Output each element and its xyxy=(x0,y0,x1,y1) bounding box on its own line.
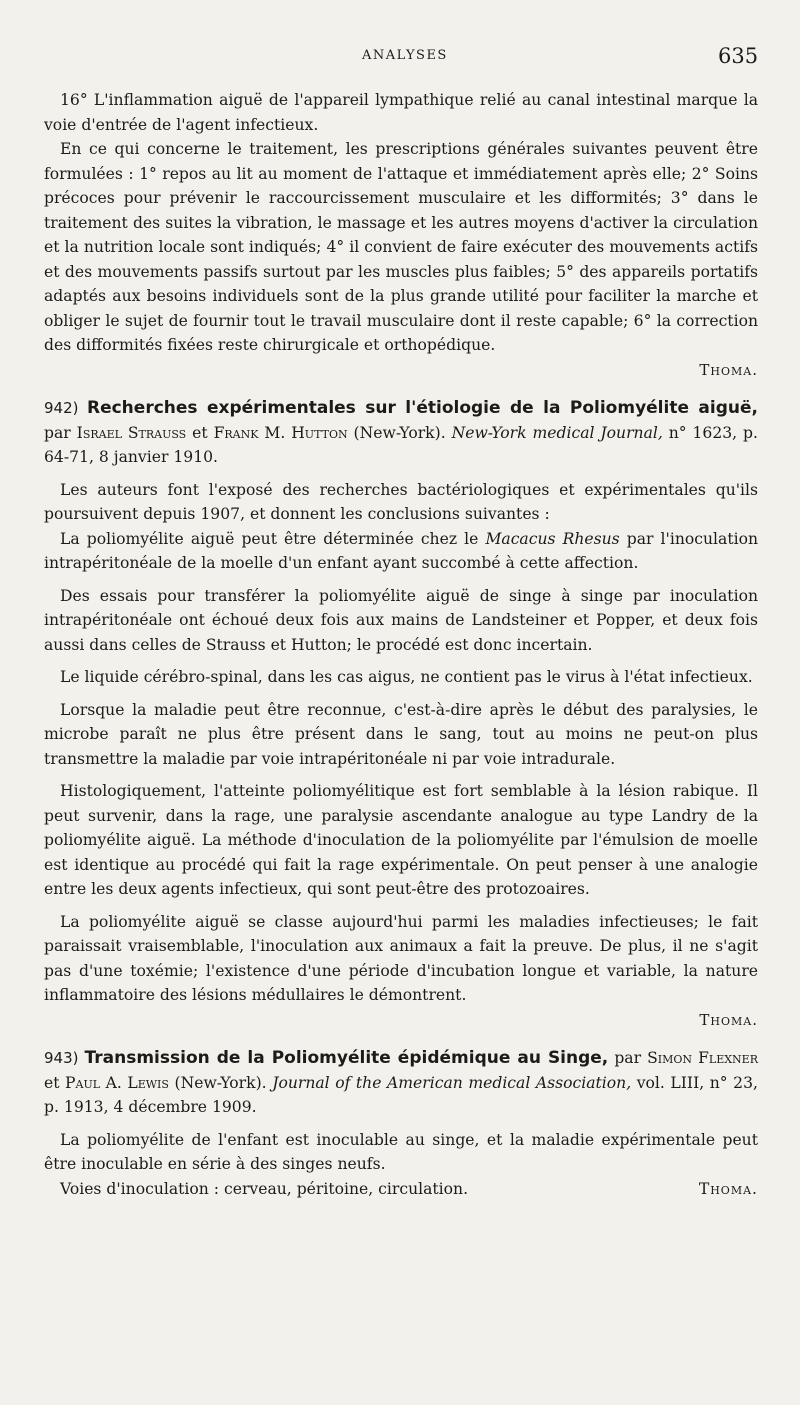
entry-942-paragraph: Les auteurs font l'exposé des recherches bactériologiques et expérimentales qu'ils poursuivent depuis 1907, et donnent les conclusions suivantes : xyxy=(44,480,758,523)
entry-942-number: 942) xyxy=(44,399,79,417)
entry-943-par: par xyxy=(614,1049,642,1067)
entry-942-author-2: Frank M. Hutton xyxy=(213,423,348,442)
entry-942-paragraph: Lorsque la maladie peut être reconnue, c'est-à-dire après le début des paralysies, le microbe paraît ne plus être présent dans le sang, tout au moins ne peut-on plus transmettre la maladie par voie intrapéritonéale ni par voie intradurale. xyxy=(44,700,758,768)
entry-942-paragraph xyxy=(44,527,758,576)
entry-942-paragraph: La poliomyélite aiguë se classe aujourd'hui parmi les maladies infectieuses; le fait paraissait vraisemblable, l'inoculation aux animaux a fait la preuve. De plus, il ne s'agit pas d'une toxémie; l'existence d'une période d'incubation longue et variable, la nature inflammatoire des lésions médullaires le démontrent. xyxy=(44,912,758,1004)
entry-942-paragraph: Histologiquement, l'atteinte poliomyélitique est fort semblable à la lésion rabique. Il peut survenir, dans la rage, une paralysie ascendante analogue au type Landry de la poliomyélite aiguë. La méthode d'inoculation de la poliomyélite par l'émulsion de moelle est identique au procédé qui fait la rage expérimentale. On peut penser à une analogie entre les deux agents infectieux, qui sont peut-être des protozoaires. xyxy=(44,782,758,898)
entry-942-et: et xyxy=(192,423,208,442)
running-head: ANALYSES xyxy=(362,48,448,63)
entry-943-final-line xyxy=(44,1177,758,1202)
entry-943-number: 943) xyxy=(44,1049,79,1067)
entry-942-par: par xyxy=(44,423,71,442)
entry-943-et: et xyxy=(44,1073,60,1092)
entry-942-citation: n° 1623, p. 64-71, 8 janvier 1910. xyxy=(44,423,758,466)
page-number: 635 xyxy=(718,44,759,68)
paragraph-treatment: En ce qui concerne le traitement, les prescriptions générales suivantes peuvent être formulées : 1° repos au lit au moment de l'attaque et immédiatement après elle; 2° Soins précoces pour prévenir le raccourcissement musculaire et les difformités; 3° dans le traitement des suites la vibration, le massage et les autres moyens d'activer la circulation et la nutrition locale sont indiqués; 4° il convient de faire exécuter des mouvements actifs et des mouvements passifs surtout par les muscles plus faibles; 5° des appareils portatifs adaptés aux besoins individuels sont de la plus grande utilité pour faciliter la marche et obliger le sujet de fournir tout le travail musculaire dont il reste capable; 6° la correction des difformités fixées reste chirurgicale et orthopédique. xyxy=(44,140,758,354)
entry-942-text: La poliomyélite aiguë peut être déterminée chez le xyxy=(60,529,479,548)
entry-943-journal: Journal of the American medical Association, xyxy=(272,1073,632,1092)
entry-943-place: (New-York). xyxy=(174,1073,267,1092)
page-header xyxy=(0,44,800,74)
entry-942-place: (New-York). xyxy=(353,423,446,442)
entry-942-paragraph: Le liquide cérébro-spinal, dans les cas aigus, ne contient pas le virus à l'état infectieux. xyxy=(60,668,753,686)
entry-942-species: Macacus Rhesus xyxy=(485,529,620,548)
entry-943-title: Transmission de la Poliomyélite épidémique au Singe, xyxy=(84,1048,609,1068)
paragraph-item-16: 16° L'inflammation aiguë de l'appareil lympathique relié au canal intestinal marque la voie d'entrée de l'agent infectieux. xyxy=(44,91,758,134)
signature: Thoma. xyxy=(698,1179,758,1198)
entry-942-title: Recherches expérimentales sur l'étiologie de la Poliomyélite aiguë, xyxy=(86,398,758,418)
signature: Thoma. xyxy=(699,360,758,379)
entry-943-author-1: Simon Flexner xyxy=(647,1049,758,1067)
entry-942-heading xyxy=(44,396,758,470)
entry-943-paragraph: Voies d'inoculation : cerveau, péritoine, circulation. xyxy=(60,1179,469,1198)
entry-942-author-1: Israel Strauss xyxy=(76,423,187,442)
body-text xyxy=(44,88,758,1201)
signature: Thoma. xyxy=(699,1010,758,1029)
entry-943-author-2: Paul A. Lewis xyxy=(65,1073,169,1092)
entry-943-heading xyxy=(44,1046,758,1120)
entry-942-journal: New-York medical Journal, xyxy=(451,423,663,442)
entry-943-paragraph: La poliomyélite de l'enfant est inoculable au singe, et la maladie expérimentale peut être inoculable en série à des singes neufs. xyxy=(44,1130,758,1173)
entry-942-text: par l'inoculation intrapéritonéale de la moelle d'un enfant ayant succombé à cette affection. xyxy=(44,529,759,572)
entry-943-citation: vol. LIII, n° 23, p. 1913, 4 décembre 1909. xyxy=(44,1073,758,1116)
entry-942-paragraph: Des essais pour transférer la poliomyélite aiguë de singe à singe par inoculation intrapéritonéale ont échoué deux fois aux mains de Landsteiner et Popper, et deux fois aussi dans celles de Strauss et Hutton; le procédé est donc incertain. xyxy=(44,586,758,654)
